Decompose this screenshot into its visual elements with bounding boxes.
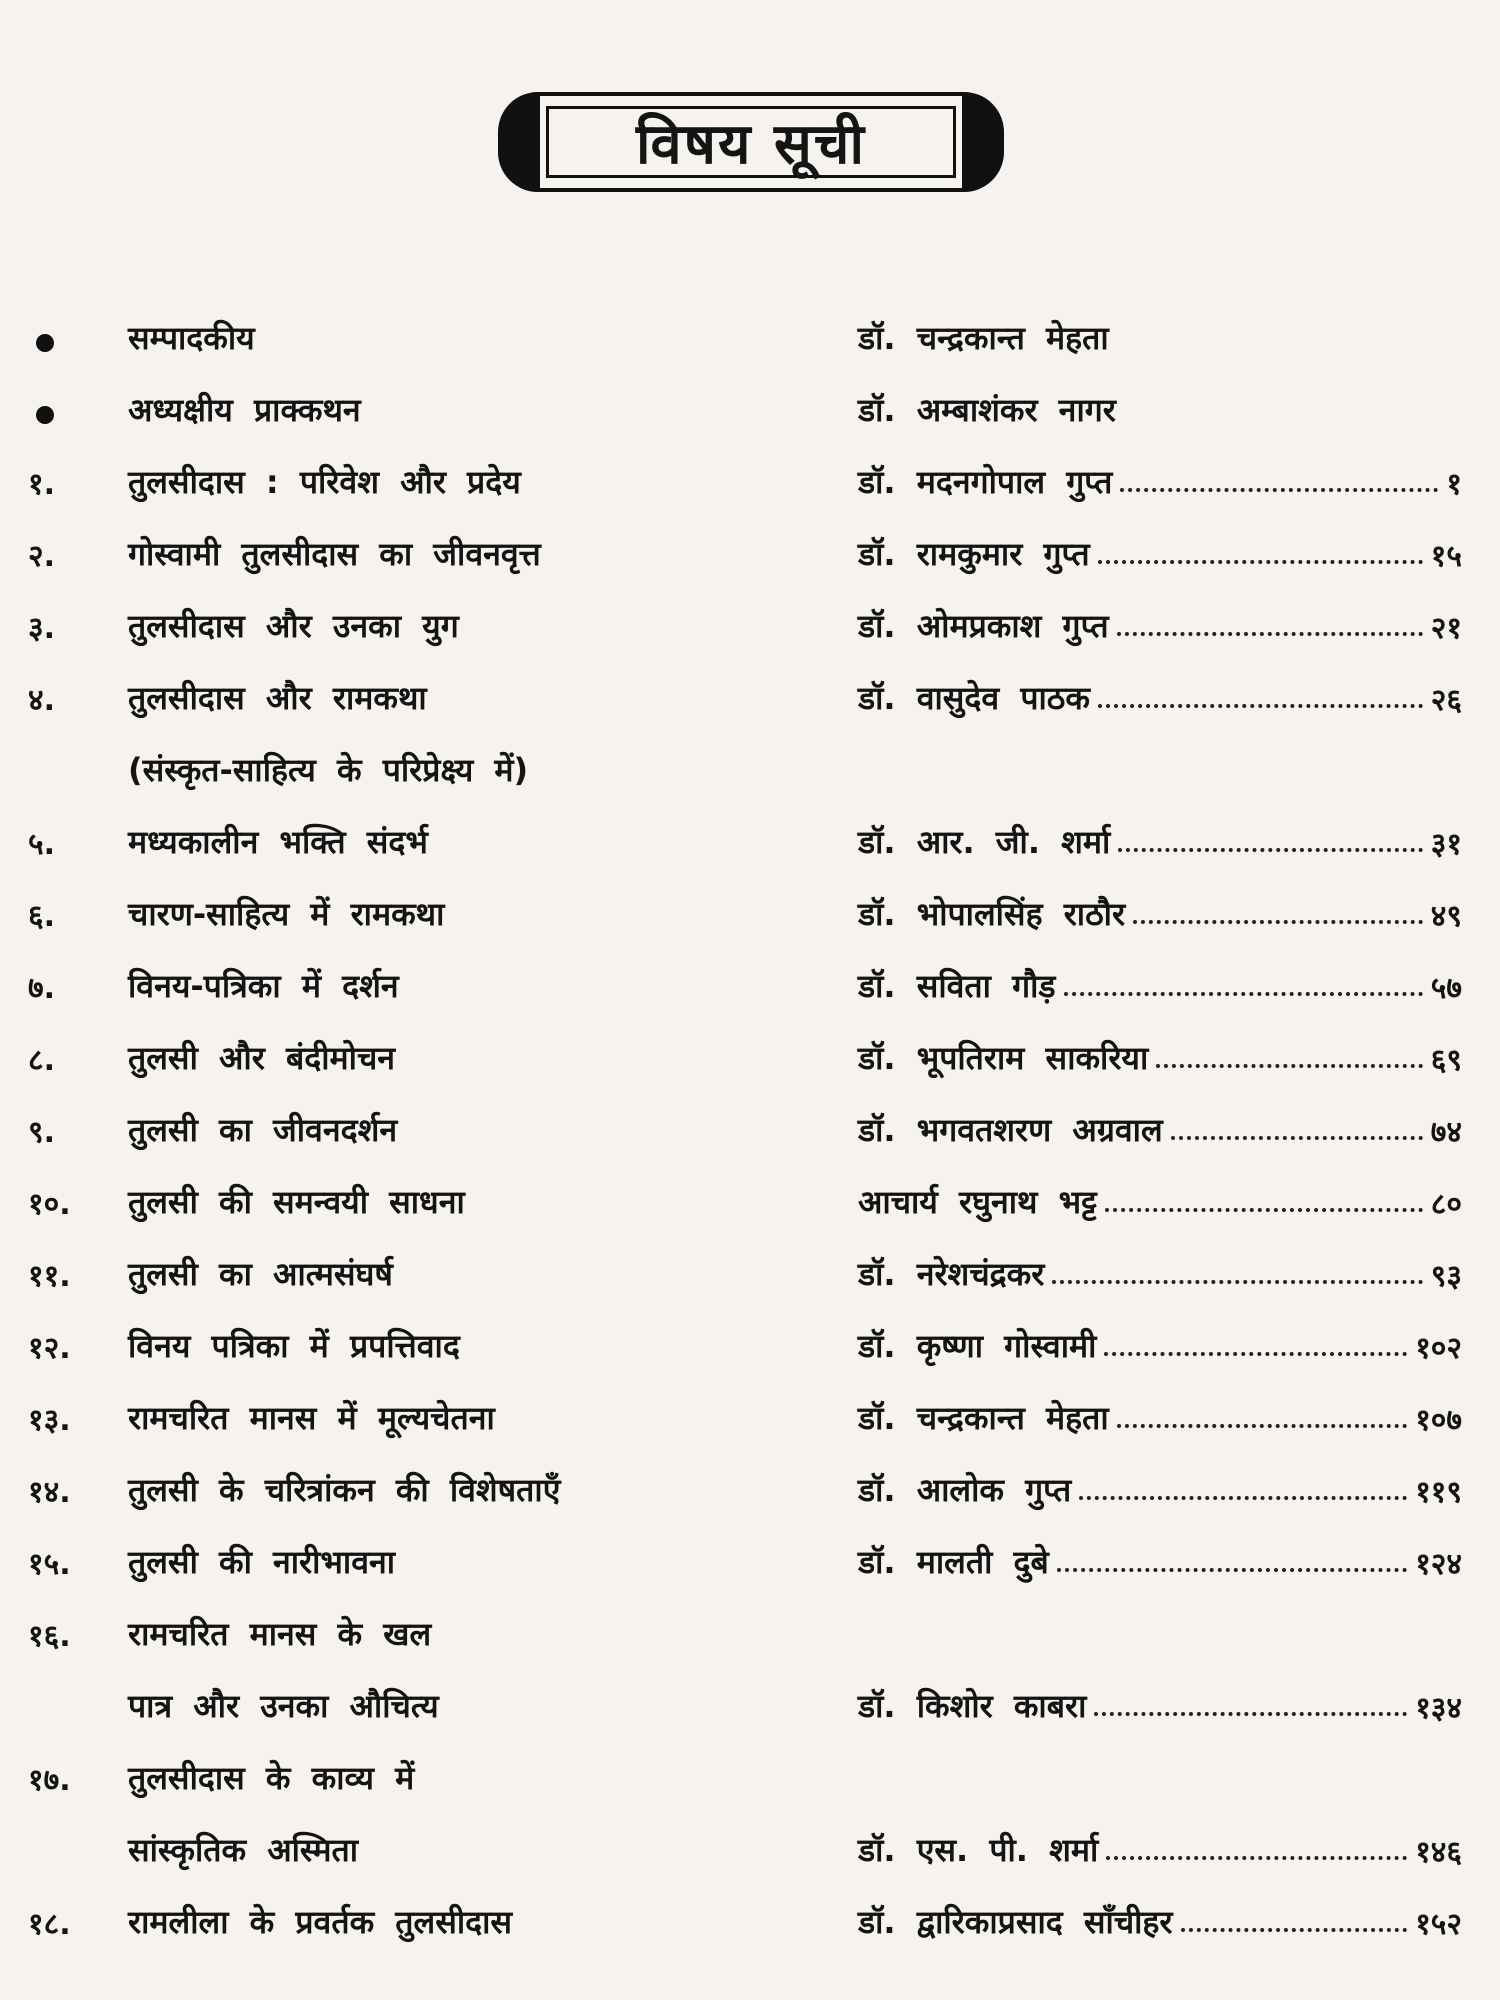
dot-leader bbox=[1106, 1828, 1407, 1860]
toc-entry bbox=[0, 526, 1500, 582]
toc-entry bbox=[0, 958, 1500, 1014]
entry-author: डॉ. एस. पी. शर्मा bbox=[858, 1831, 1099, 1869]
toc-entry bbox=[0, 1678, 1500, 1734]
entry-title: तुलसीदास और रामकथा bbox=[128, 679, 427, 717]
entry-page: १४६ bbox=[1415, 1835, 1462, 1870]
entry-title: पात्र और उनका औचित्य bbox=[128, 1687, 439, 1725]
entry-author: डॉ. चन्द्रकान्त मेहता bbox=[858, 1399, 1109, 1437]
entry-author: डॉ. आलोक गुप्त bbox=[858, 1471, 1072, 1509]
toc-entry bbox=[0, 310, 1500, 366]
entry-author-line bbox=[858, 1036, 1462, 1079]
entry-title: सांस्कृतिक अस्मिता bbox=[128, 1831, 359, 1869]
entry-page: १०२ bbox=[1415, 1331, 1462, 1366]
dot-leader bbox=[1118, 820, 1422, 852]
entry-number: १३. bbox=[28, 1403, 71, 1438]
entry-title: विनय-पत्रिका में दर्शन bbox=[128, 967, 399, 1005]
entry-author: डॉ. अम्बाशंकर नागर bbox=[858, 391, 1116, 429]
toc-entry bbox=[0, 1822, 1500, 1878]
entry-author: डॉ. भगवतशरण अग्रवाल bbox=[858, 1111, 1163, 1149]
dot-leader bbox=[1156, 1036, 1423, 1068]
entry-author-line bbox=[858, 388, 1462, 431]
toc-entry bbox=[0, 1390, 1500, 1446]
entry-author: डॉ. किशोर काबरा bbox=[858, 1687, 1087, 1725]
entry-title: तुलसी के चरित्रांकन की विशेषताएँ bbox=[128, 1471, 561, 1509]
entry-title: विनय पत्रिका में प्रपत्तिवाद bbox=[128, 1327, 460, 1365]
entry-author-line bbox=[858, 1468, 1462, 1511]
dot-leader bbox=[1120, 460, 1438, 492]
entry-author: आचार्य रघुनाथ भट्ट bbox=[858, 1183, 1097, 1221]
toc-entry bbox=[0, 814, 1500, 870]
entry-page: २६ bbox=[1430, 683, 1462, 718]
dot-leader bbox=[1117, 1396, 1408, 1428]
entry-author-line bbox=[858, 1252, 1462, 1295]
entry-page: ३१ bbox=[1430, 827, 1462, 862]
entry-page: ११९ bbox=[1415, 1475, 1462, 1510]
entry-number: १६. bbox=[28, 1619, 71, 1654]
toc-entry bbox=[0, 1534, 1500, 1590]
entry-title: तुलसीदास और उनका युग bbox=[128, 607, 459, 645]
toc-entry bbox=[0, 1750, 1500, 1806]
entry-title: तुलसी और बंदीमोचन bbox=[128, 1039, 396, 1077]
entry-page: १५ bbox=[1430, 539, 1462, 574]
entry-author: डॉ. भूपतिराम साकरिया bbox=[858, 1039, 1149, 1077]
toc-entry bbox=[0, 1102, 1500, 1158]
entry-number: ९. bbox=[28, 1115, 55, 1150]
entry-title: तुलसीदास के काव्य में bbox=[128, 1759, 415, 1797]
entry-title: (संस्कृत-साहित्य के परिप्रेक्ष्य में) bbox=[128, 751, 529, 789]
entry-page: १२४ bbox=[1415, 1547, 1462, 1582]
entry-author-line bbox=[858, 820, 1462, 863]
toc-entry bbox=[0, 742, 1500, 798]
toc-entry bbox=[0, 886, 1500, 942]
entry-page: ६९ bbox=[1430, 1043, 1462, 1078]
dot-leader bbox=[1098, 676, 1423, 708]
dot-leader bbox=[1094, 1684, 1407, 1716]
toc-entry bbox=[0, 1462, 1500, 1518]
entry-page: १५२ bbox=[1415, 1907, 1462, 1942]
heading-frame-cap-left bbox=[500, 94, 540, 190]
entry-author: डॉ. चन्द्रकान्त मेहता bbox=[858, 319, 1109, 357]
entry-author-line bbox=[858, 892, 1462, 935]
dot-leader bbox=[1104, 1324, 1407, 1356]
toc-entry bbox=[0, 1606, 1500, 1662]
entry-title: तुलसी की नारीभावना bbox=[128, 1543, 396, 1581]
dot-leader bbox=[1117, 604, 1423, 636]
entry-title: चारण-साहित्य में रामकथा bbox=[128, 895, 445, 933]
bullet-icon bbox=[36, 406, 54, 424]
entry-author-line bbox=[858, 460, 1462, 503]
heading-frame-cap-right bbox=[962, 94, 1002, 190]
entry-author: डॉ. मालती दुबे bbox=[858, 1543, 1049, 1581]
dot-leader bbox=[1052, 1252, 1423, 1284]
entry-author-line bbox=[858, 604, 1462, 647]
entry-author: डॉ. वासुदेव पाठक bbox=[858, 679, 1090, 717]
entry-page: ७४ bbox=[1430, 1115, 1462, 1150]
entry-page: ९३ bbox=[1430, 1259, 1462, 1294]
entry-author: डॉ. कृष्णा गोस्वामी bbox=[858, 1327, 1097, 1365]
entry-author: डॉ. सविता गौड़ bbox=[858, 967, 1056, 1005]
entry-author-line bbox=[858, 964, 1462, 1007]
toc-entry bbox=[0, 670, 1500, 726]
entry-author-line bbox=[858, 1900, 1462, 1943]
toc-entry bbox=[0, 1246, 1500, 1302]
bullet-icon bbox=[36, 334, 54, 352]
entry-number: ८. bbox=[28, 1043, 55, 1078]
entry-page: ८० bbox=[1430, 1187, 1462, 1222]
entry-author-line bbox=[858, 1180, 1462, 1223]
entry-title: तुलसी का आत्मसंघर्ष bbox=[128, 1255, 393, 1293]
entry-page: १३४ bbox=[1415, 1691, 1462, 1726]
toc-entry bbox=[0, 382, 1500, 438]
toc-entry bbox=[0, 1318, 1500, 1374]
entry-author-line bbox=[858, 1684, 1462, 1727]
entry-title: गोस्वामी तुलसीदास का जीवनवृत्त bbox=[128, 535, 541, 573]
toc-entry bbox=[0, 598, 1500, 654]
dot-leader bbox=[1064, 964, 1423, 996]
dot-leader bbox=[1057, 1540, 1407, 1572]
toc-entry bbox=[0, 1174, 1500, 1230]
entry-number: ५. bbox=[28, 827, 55, 862]
entry-number: १८. bbox=[28, 1907, 71, 1942]
entry-page: ४९ bbox=[1430, 899, 1462, 934]
page-title: विषय सूची bbox=[546, 106, 956, 178]
entry-author: डॉ. रामकुमार गुप्त bbox=[858, 535, 1090, 573]
dot-leader bbox=[1133, 892, 1423, 924]
entry-page: २१ bbox=[1430, 611, 1462, 646]
entry-number: १२. bbox=[28, 1331, 71, 1366]
entry-author: डॉ. मदनगोपाल गुप्त bbox=[858, 463, 1113, 501]
entry-number: ३. bbox=[28, 611, 55, 646]
toc-entry bbox=[0, 1894, 1500, 1950]
dot-leader bbox=[1098, 532, 1423, 564]
entry-author: डॉ. ओमप्रकाश गुप्त bbox=[858, 607, 1109, 645]
entry-author-line bbox=[858, 1324, 1462, 1367]
entry-author-line bbox=[858, 1828, 1462, 1871]
entry-number: २. bbox=[28, 539, 55, 574]
dot-leader bbox=[1181, 1900, 1408, 1932]
entry-number: १०. bbox=[28, 1187, 71, 1222]
entry-author-line bbox=[858, 316, 1462, 359]
entry-author: डॉ. आर. जी. शर्मा bbox=[858, 823, 1111, 861]
entry-author-line bbox=[858, 676, 1462, 719]
entry-title: तुलसी का जीवनदर्शन bbox=[128, 1111, 398, 1149]
entry-author-line bbox=[858, 1108, 1462, 1151]
entry-page: १ bbox=[1446, 467, 1462, 502]
dot-leader bbox=[1171, 1108, 1423, 1140]
dot-leader bbox=[1079, 1468, 1407, 1500]
entry-number: १. bbox=[28, 467, 55, 502]
entry-number: ७. bbox=[28, 971, 55, 1006]
entry-title: रामलीला के प्रवर्तक तुलसीदास bbox=[128, 1903, 513, 1941]
heading-frame bbox=[498, 92, 1004, 192]
entry-author: डॉ. द्वारिकाप्रसाद साँचीहर bbox=[858, 1903, 1173, 1941]
dot-leader bbox=[1105, 1180, 1423, 1212]
entry-author-line bbox=[858, 1540, 1462, 1583]
entry-number: ४. bbox=[28, 683, 55, 718]
toc-entry bbox=[0, 454, 1500, 510]
entry-title: अध्यक्षीय प्राक्कथन bbox=[128, 391, 361, 429]
entry-page: ५७ bbox=[1430, 971, 1462, 1006]
entry-author: डॉ. नरेशचंद्रकर bbox=[858, 1255, 1045, 1293]
entry-number: १४. bbox=[28, 1475, 71, 1510]
entry-title: तुलसी की समन्वयी साधना bbox=[128, 1183, 465, 1221]
entry-author: डॉ. भोपालसिंह राठौर bbox=[858, 895, 1126, 933]
entry-page: १०७ bbox=[1415, 1403, 1462, 1438]
entry-author-line bbox=[858, 532, 1462, 575]
entry-title: रामचरित मानस के खल bbox=[128, 1615, 432, 1653]
entry-number: ६. bbox=[28, 899, 55, 934]
toc-entry bbox=[0, 1030, 1500, 1086]
entry-number: १७. bbox=[28, 1763, 71, 1798]
entry-author-line bbox=[858, 1396, 1462, 1439]
entry-title: मध्यकालीन भक्ति संदर्भ bbox=[128, 823, 428, 861]
entry-title: रामचरित मानस में मूल्यचेतना bbox=[128, 1399, 495, 1437]
entry-title: तुलसीदास : परिवेश और प्रदेय bbox=[128, 463, 521, 501]
entry-number: १५. bbox=[28, 1547, 71, 1582]
entry-number: ११. bbox=[28, 1259, 71, 1294]
entry-title: सम्पादकीय bbox=[128, 319, 255, 357]
